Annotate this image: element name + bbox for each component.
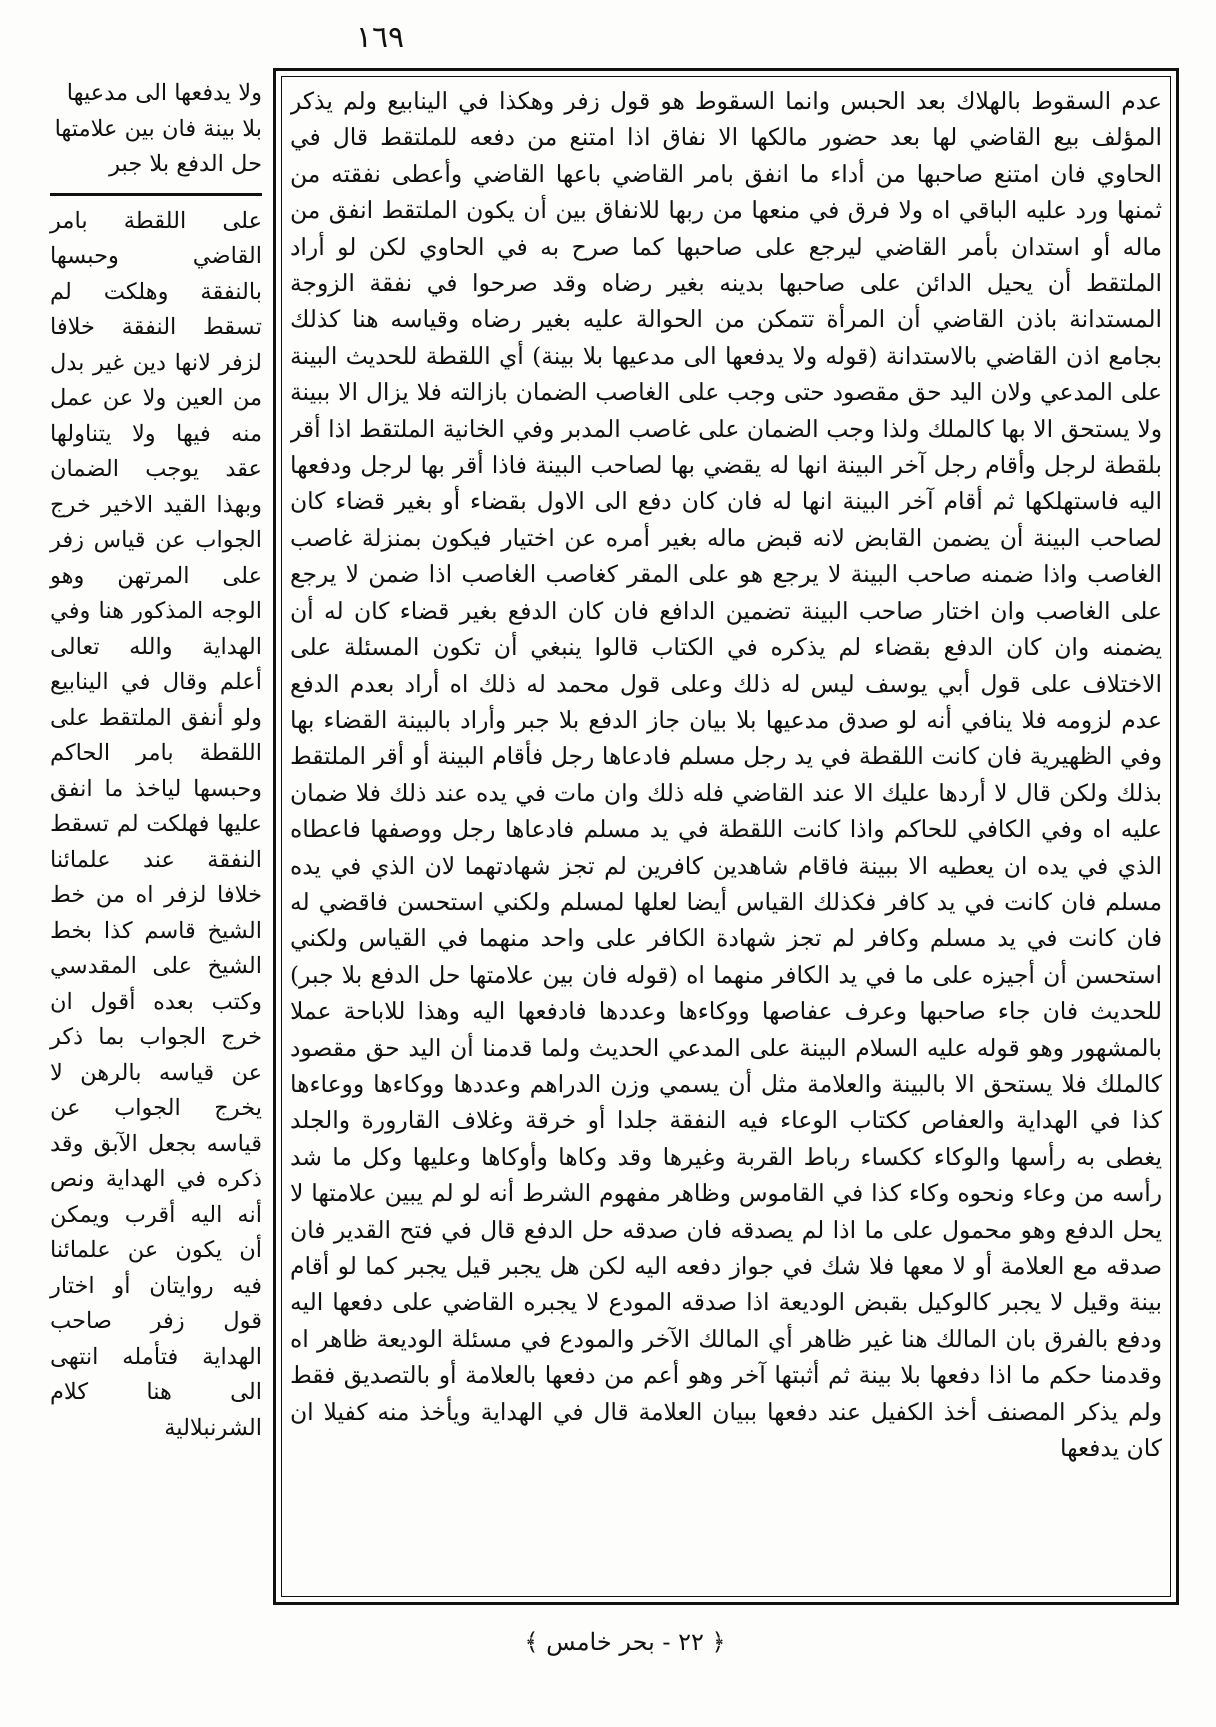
signature-footer: ﴿ ٢٢ - بحر خامس ﴾ — [524, 1628, 726, 1656]
main-text-column — [290, 83, 1162, 1593]
main-text-frame — [273, 68, 1179, 1605]
margin-commentary-column — [50, 76, 262, 1446]
main-text-body: عدم السقوط بالهلاك بعد الحبس وانما السقوط هو قول زفر وهكذا في الينابيع ولم يذكر المؤلف بيع القاضي لها بعد حضور مالكها الا نفاق اذا امتنع من دفعه للملتقط قال في الحاوي فان امتنع صاحبها من أداء ما انفق بامر القاضي باعها القاضي وأعطى نفقته من ثمنها ورد عليه الباقي اه ولا فرق في منعها من ربها للانفاق بين أن يكون الملتقط انفق من ماله أو استدان بأمر القاضي ليرجع على صاحبها كما صرح به في الحاوي لكن لو أراد الملتقط أن يحيل الدائن على صاحبها بدينه بغير رضاه وقد صرحوا في نفقة الزوجة المستدانة باذن القاضي أن المرأة تتمكن من الحوالة عليه بغير رضاه وقياسه هنا كذلك بجامع اذن القاضي بالاستدانة (قوله ولا يدفعها الى مدعيها بلا بينة) أي اللقطة للحديث البينة على المدعي ولان اليد حق مقصود حتى وجب على الغاصب الضمان بازالته فلا يزال الا ببينة ولا يستحق الا بها كالملك ولذا وجب الضمان على غاصب المدبر وفي الخانية الملتقط اذا أقر بلقطة لرجل وأقام رجل آخر البينة انها له يقضي بها لصاحب البينة فاذا أقر بها لرجل ودفعها اليه فاستهلكها ثم أقام آخر البينة انها له فان كان دفع الى الاول بقضاء أو بغير قضاء كان لصاحب البينة أن يضمن القابض لانه قبض ماله بغير أمره عن اختيار فيكون بمنزلة غاصب الغاصب واذا ضمنه صاحب البينة لا يرجع هو على المقر كغاصب الغاصب اذا ضمن لا يرجع على الغاصب وان اختار صاحب البينة تضمين الدافع فان كان الدفع بغير قضاء كان له أن يضمنه وان كان الدفع بقضاء لم يذكره في الكتاب قالوا ينبغي أن تكون المسئلة على الاختلاف على قول أبي يوسف ليس له ذلك وعلى قول محمد له ذلك اه أراد بعدم الدفع عدم لزومه فلا ينافي أنه لو صدق مدعيها بلا بيان جاز الدفع بلا جبر وأراد بالبينة القضاء بها وفي الظهيرية فان كانت اللقطة في يد رجل مسلم فادعاها رجل فأقام البينة أو أقر الملتقط بذلك ولكن قال لا أردها عليك الا عند القاضي فله ذلك وان مات في يده عند ذلك فلا ضمان عليه اه وفي الكافي للحاكم واذا كانت اللقطة في يد مسلم فادعاها رجل ووصفها فاعطاه الذي في يده ان يعطيه الا ببينة فاقام شاهدين كافرين لم تجز شهادتهما لان الذي في يده مسلم فان كانت في يد كافر فكذلك القياس أيضا لعلها لمسلم ولكني استحسن فاقضي له فان كانت في يد مسلم وكافر لم تجز شهادة الكافر على واحد منهما في القياس ولكني استحسن أن أجيزه على ما في يد الكافر منهما اه (قوله فان بين علامتها حل الدفع بلا جبر) للحديث فان جاء صاحبها وعرف عفاصها ووكاءها وعددها فادفعها اليه وهذا للاباحة عملا بالمشهور وهو قوله عليه السلام البينة على المدعي الحديث ولما قدمنا أن اليد حق مقصود كالملك فلا يستحق الا بالبينة والعلامة مثل أن يسمي وزن الدراهم وعددها ووكاءها ووعاءها كذا في الهداية والعفاص ككتاب الوعاء فيه النفقة جلدا أو خرقة وغلاف القارورة والجلد يغطى به رأسها والوكاء ككساء رباط القربة وغيرها وقد وكاها وأوكاها وعليها وكل ما شد رأسه من وعاء ونحوه وكاء كذا في القاموس وظاهر مفهوم الشرط أنه لو لم يبين علامتها لا يحل الدفع وهو محمول على ما اذا لم يصدقه فان صدقه حل الدفع قال في فتح القدير فان صدقه مع العلامة أو لا معها فلا شك في جواز دفعه اليه لكن هل يجبر قيل يجبر كما لو أقام بينة وقيل لا يجبر كالوكيل بقبض الوديعة اذا صدقه المودع لا يجبره القاضي على دفعها اليه ودفع بالفرق بان المالك هنا غير ظاهر أي المالك الآخر والمودع في مسئلة الوديعة ظاهر اه وقدمنا حكم ما اذا دفعها بلا بينة ثم أثبتها آخر وهو أعم من دفعها بالعلامة أو بالتصديق فقط ولم يذكر المصنف أخذ الكفيل عند دفعها ببيان العلامة قال في الهداية ويأخذ منه كفيلا ان كان يدفعها — [290, 87, 1162, 1463]
margin-commentary-header: ولا يدفعها الى مدعيها بلا بينة فان بين علامتها حل الدفع بلا جبر — [54, 80, 262, 177]
margin-commentary-body: على اللقطة بامر القاضي وحبسها بالنفقة وهلكت لم تسقط النفقة خلافا لزفر لانها دين غير بدل من العين ولا عن عمل منه فيها ولا يتناولها عقد يوجب الضمان وبهذا القيد الاخير خرج الجواب عن قياس زفر على المرتهن وهو الوجه المذكور هنا وفي الهداية والله تعالى أعلم وقال في الينابيع ولو أنفق الملتقط على اللقطة بامر الحاكم وحبسها لياخذ ما انفق عليها فهلكت لم تسقط النفقة عند علمائنا خلافا لزفر اه من خط الشيخ قاسم كذا بخط الشيخ على المقدسي وكتب بعده أقول ان خرج الجواب بما ذكر عن قياسه بالرهن لا يخرج الجواب عن قياسه بجعل الآبق وقد ذكره في الهداية ونص أنه اليه أقرب ويمكن أن يكون عن علمائنا فيه روايتان أو اختار قول زفر صاحب الهداية فتأمله انتهى الى هنا كلام الشرنبلالية — [50, 207, 262, 1441]
margin-divider — [50, 193, 262, 196]
page-number: ١٦٩ — [355, 20, 405, 55]
